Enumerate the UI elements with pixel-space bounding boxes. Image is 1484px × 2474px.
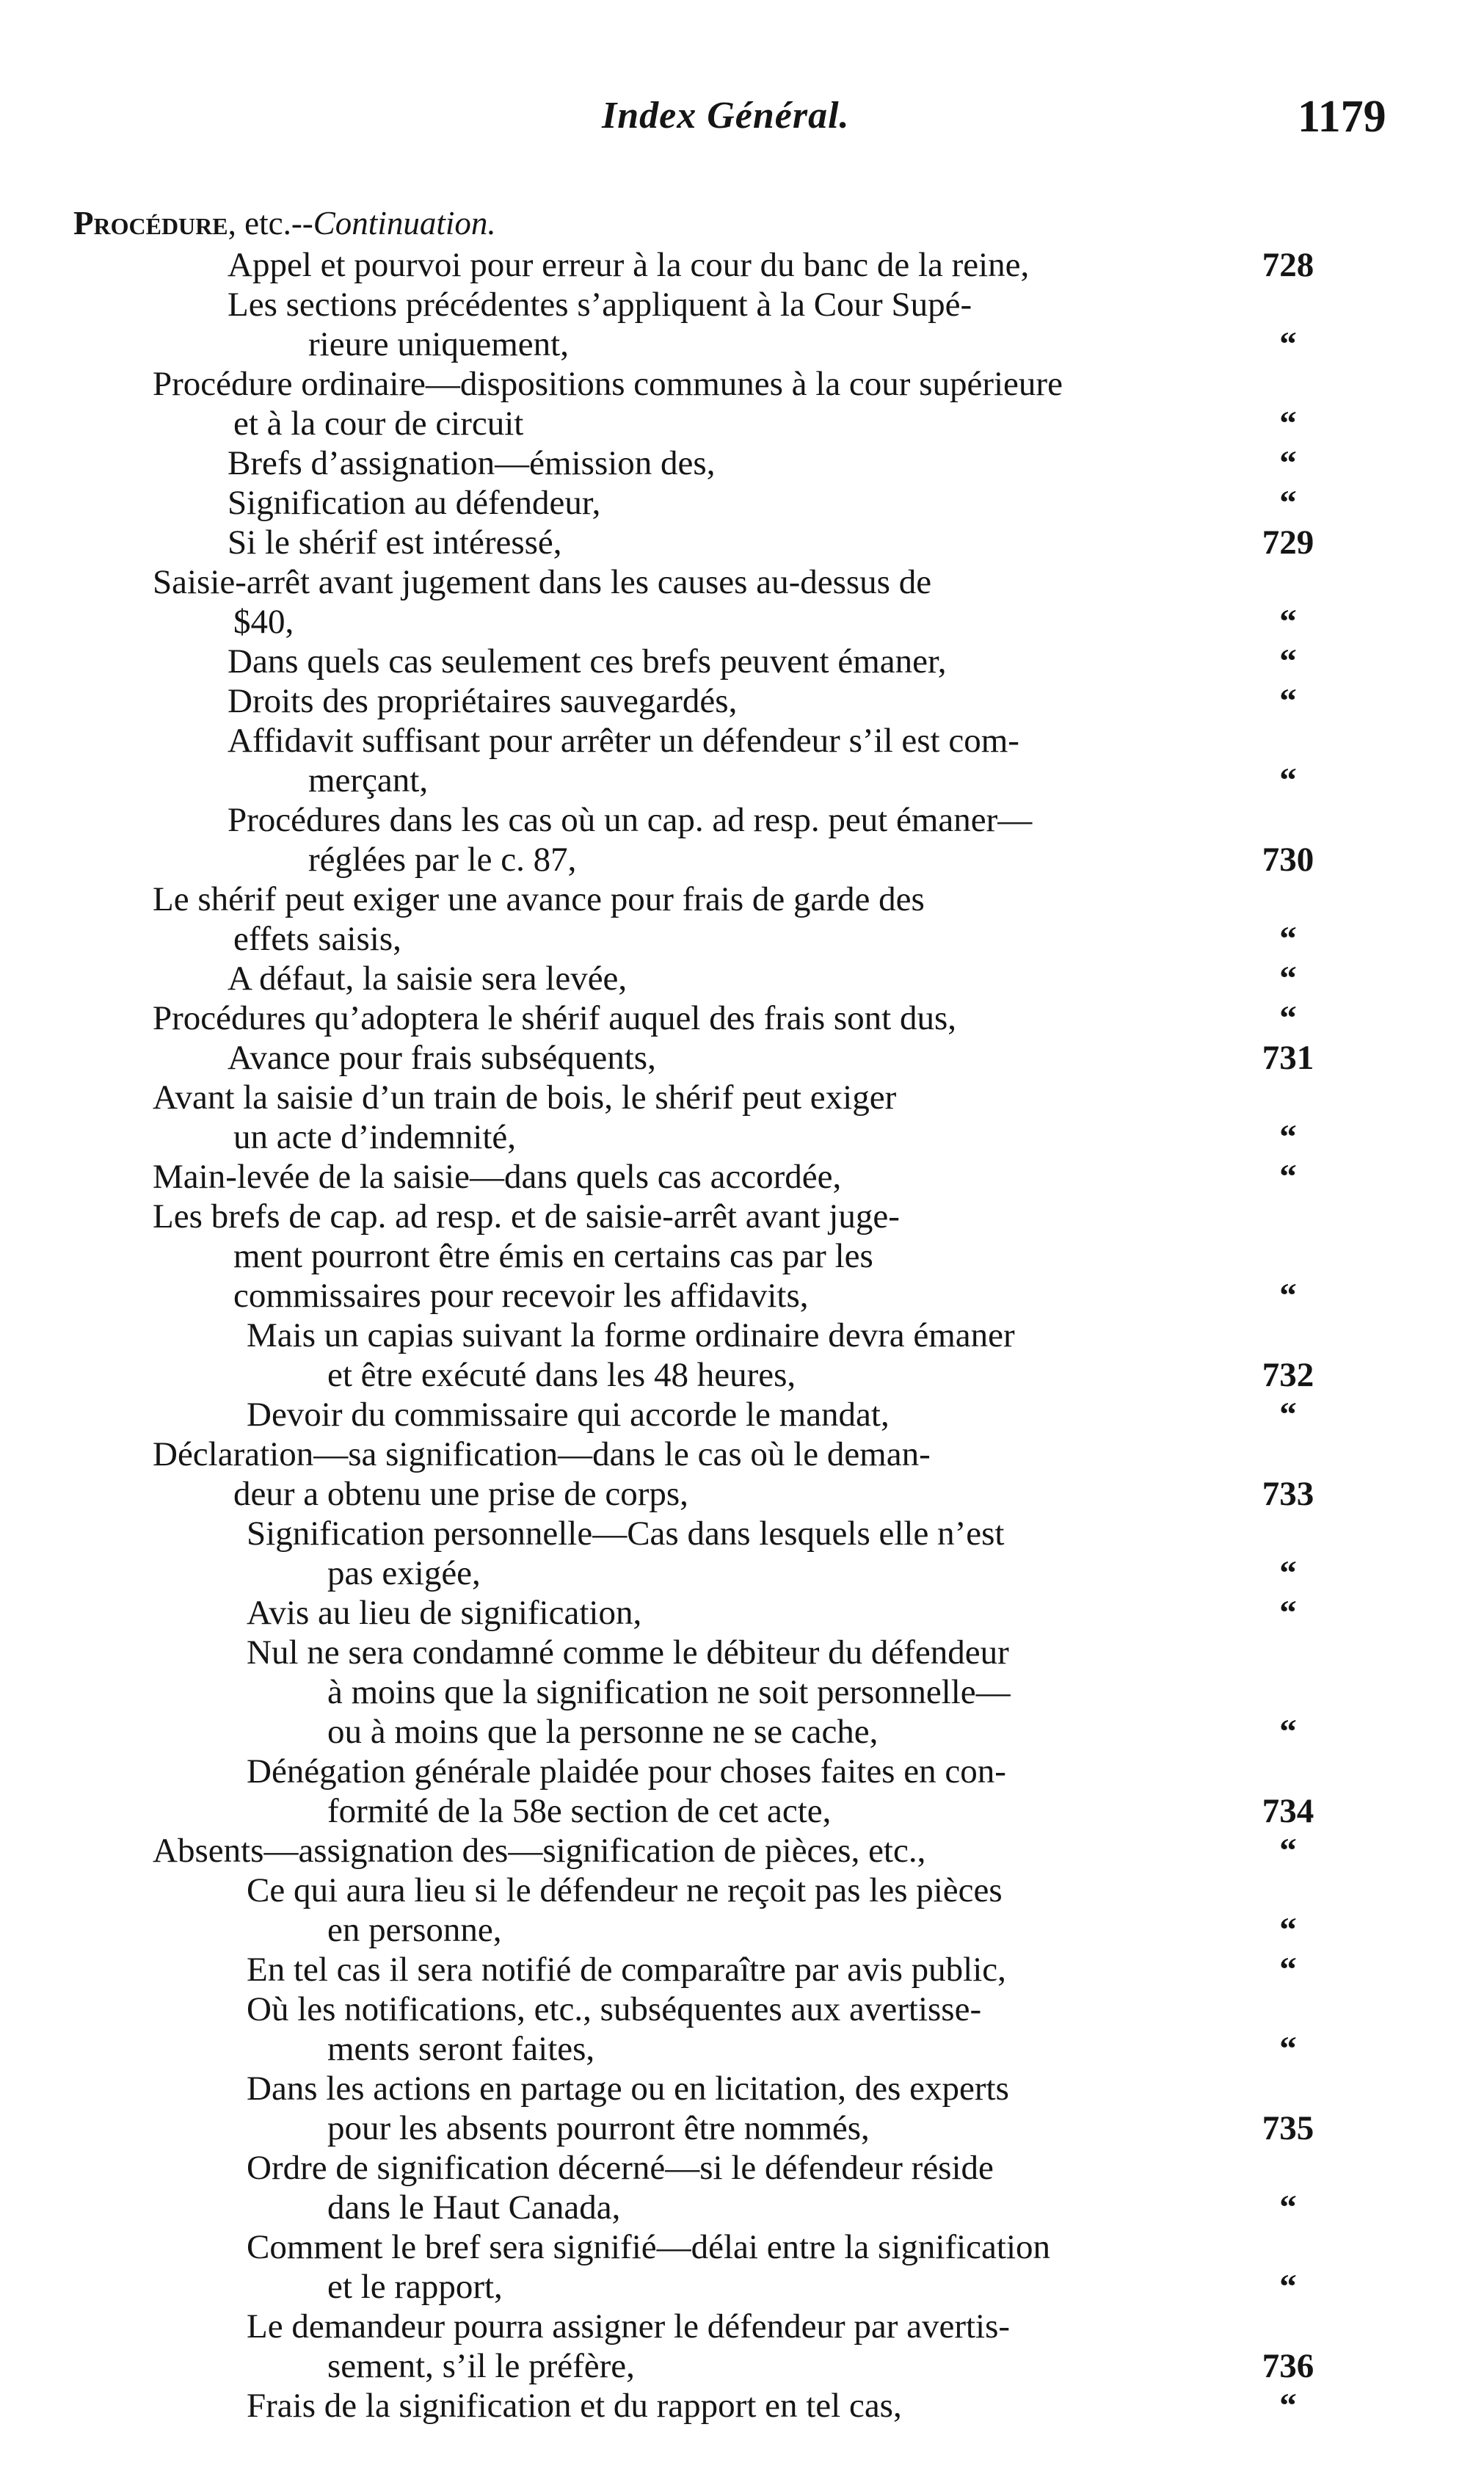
entry-page-ref: 734 [1262, 1792, 1314, 1830]
entry-line: Signification personnelle—Cas dans lesquels elle n’est [247, 1514, 1005, 1553]
entry-line: réglées par le c. 87, [308, 841, 577, 879]
entry-line: Main-levée de la saisie—dans quels cas accordée, [153, 1158, 842, 1196]
entry-line: effets saisis, [233, 920, 401, 958]
entry-page-ref: 729 [1262, 523, 1314, 562]
entry-line: pas exigée, [327, 1554, 481, 1592]
entry-line: Si le shérif est intéressé, [228, 523, 562, 562]
entry-text [153, 1831, 1356, 1871]
entry-line: Les brefs de cap. ad resp. et de saisie-arrêt avant juge- [153, 1197, 900, 1236]
entry-text [153, 1157, 1356, 1197]
entry-line: et le rapport, [327, 2268, 503, 2306]
entry-line: rieure uniquement, [308, 325, 569, 363]
entry-text [153, 998, 1356, 1038]
entry-page-ref: 728 [1262, 246, 1314, 284]
entry-line: en personne, [327, 1911, 502, 1949]
entry-line: A défaut, la saisie sera levée, [228, 960, 628, 998]
entry-line: Signification au défendeur, [228, 484, 601, 522]
entry-text [153, 1434, 1356, 1514]
entry-line: Nul ne sera condamné comme le débiteur du défendeur [247, 1633, 1009, 1672]
entry-line: Mais un capias suivant la forme ordinaire devra émaner [247, 1316, 1015, 1354]
entry-line: Avance pour frais subséquents, [228, 1039, 656, 1077]
entry-page-ref: “ [1279, 682, 1297, 720]
entry-line: Où les notifications, etc., subséquentes aux avertisse- [247, 1990, 982, 2028]
entry-line: Les sections précédentes s’appliquent à la Cour Supé- [228, 286, 972, 324]
entry-line: merçant, [308, 761, 429, 799]
entry-page-ref: “ [1279, 642, 1297, 681]
entry-page-ref: “ [1279, 1396, 1297, 1434]
entry-page-ref: “ [1279, 1832, 1297, 1870]
entry-line: Dans les actions en partage ou en licitation, des experts [247, 2069, 1009, 2108]
entry-line: Saisie-arrêt avant jugement dans les causes au-dessus de [153, 563, 932, 601]
entry-line: ments seront faites, [327, 2030, 595, 2068]
entry-line: Avant la saisie d’un train de bois, le shérif peut exiger [153, 1078, 897, 1117]
entry-line: et être exécuté dans les 48 heures, [327, 1356, 796, 1394]
entry-page-ref: “ [1279, 484, 1297, 522]
entry-page-ref: “ [1279, 444, 1297, 482]
entry-page-ref: “ [1279, 999, 1297, 1037]
entry-page-ref: “ [1279, 1951, 1297, 1989]
entry-line: Dans quels cas seulement ces brefs peuvent émaner, [228, 642, 947, 681]
entry-line: ou à moins que la personne ne se cache, [327, 1713, 879, 1751]
entry-line: $40, [233, 603, 294, 641]
entry-page-ref: 735 [1262, 2109, 1314, 2147]
entry-line: Ordre de signification décerné—si le défendeur réside [247, 2149, 994, 2187]
entry-line: Droits des propriétaires sauvegardés, [228, 682, 738, 720]
entry-line: ment pourront être émis en certains cas par les [233, 1237, 873, 1275]
entry-page-ref: 736 [1262, 2347, 1314, 2385]
entry-page-ref: “ [1279, 2188, 1297, 2227]
entry-page-ref: “ [1279, 1118, 1297, 1156]
entry-page-ref: “ [1279, 2387, 1297, 2425]
entry-text [153, 879, 1356, 959]
entry-line: commissaires pour recevoir les affidavits, [233, 1277, 809, 1315]
entry-page-ref: “ [1279, 1594, 1297, 1632]
entry-line: Brefs d’assignation—émission des, [228, 444, 716, 482]
entry-line: En tel cas il sera notifié de comparaître par avis public, [247, 1951, 1006, 1989]
entry-text [153, 1197, 1356, 1316]
entry-line: Appel et pourvoi pour erreur à la cour du banc de la reine, [228, 246, 1030, 284]
header-title: Index Général. [602, 95, 850, 137]
running-header [0, 91, 1484, 150]
entry-line: deur a obtenu une prise de corps, [233, 1475, 688, 1513]
entry-page-ref: “ [1279, 1713, 1297, 1751]
entry-page-ref: “ [1279, 405, 1297, 443]
entry-line: Devoir du commissaire qui accorde le mandat, [247, 1396, 890, 1434]
entry-line: Avis au lieu de signification, [247, 1594, 642, 1632]
entry-page-ref: “ [1279, 2030, 1297, 2068]
entry-line: Procédures dans les cas où un cap. ad resp. peut émaner— [228, 801, 1033, 839]
section-heading [73, 204, 496, 242]
entry-line: Dénégation générale plaidée pour choses faites en con- [247, 1752, 1006, 1791]
entry-page-ref: “ [1279, 1911, 1297, 1949]
entry-line: Comment le bref sera signifié—délai entre la signification [247, 2228, 1050, 2266]
entry-line: un acte d’indemnité, [233, 1118, 516, 1156]
entry-line: Déclaration—sa signification—dans le cas où le deman- [153, 1435, 931, 1473]
section-name: Procédure [73, 205, 228, 242]
entry-page-ref: 731 [1262, 1039, 1314, 1077]
entry-line: Absents—assignation des—signification de pièces, etc., [153, 1832, 926, 1870]
entry-page-ref: “ [1279, 1554, 1297, 1592]
entry-line: formité de la 58e section de cet acte, [327, 1792, 832, 1830]
entry-page-ref: “ [1279, 325, 1297, 363]
entry-text [153, 1078, 1356, 1157]
entry-page-ref: “ [1279, 960, 1297, 998]
section-continuation: Continuation. [313, 205, 496, 242]
entry-page-ref: “ [1279, 761, 1297, 799]
entry-text [153, 364, 1356, 443]
entry-line: à moins que la signification ne soit personnelle— [327, 1673, 1011, 1711]
entry-line: pour les absents pourront être nommés, [327, 2109, 870, 2147]
entry-text [153, 562, 1356, 642]
entry-line: et à la cour de circuit [233, 405, 524, 443]
entry-page-ref: “ [1279, 920, 1297, 958]
header-page-number: 1179 [1298, 92, 1386, 142]
entry-page-ref: 733 [1262, 1475, 1314, 1513]
entry-line: Ce qui aura lieu si le défendeur ne reçoit pas les pièces [247, 1871, 1003, 1909]
entry-page-ref: 732 [1262, 1356, 1314, 1394]
entry-line: Frais de la signification et du rapport en tel cas, [247, 2387, 902, 2425]
entry-page-ref: “ [1279, 2268, 1297, 2306]
entry-line: Le demandeur pourra assigner le défendeur par avertis- [247, 2307, 1011, 2346]
entry-page-ref: “ [1279, 1158, 1297, 1196]
section-rest: , etc.-- [228, 205, 313, 242]
entry-line: Le shérif peut exiger une avance pour frais de garde des [153, 880, 925, 918]
entry-page-ref: “ [1279, 1277, 1297, 1315]
entry-line: Affidavit suffisant pour arrêter un défendeur s’il est com- [228, 722, 1019, 760]
entry-line: dans le Haut Canada, [327, 2188, 621, 2227]
entry-line: sement, s’il le préfère, [327, 2347, 635, 2385]
entry-line: Procédure ordinaire—dispositions communes à la cour supérieure [153, 365, 1063, 403]
entry-line: Procédures qu’adoptera le shérif auquel des frais sont dus, [153, 999, 957, 1037]
entry-page-ref: “ [1279, 603, 1297, 641]
entry-page-ref: 730 [1262, 841, 1314, 879]
